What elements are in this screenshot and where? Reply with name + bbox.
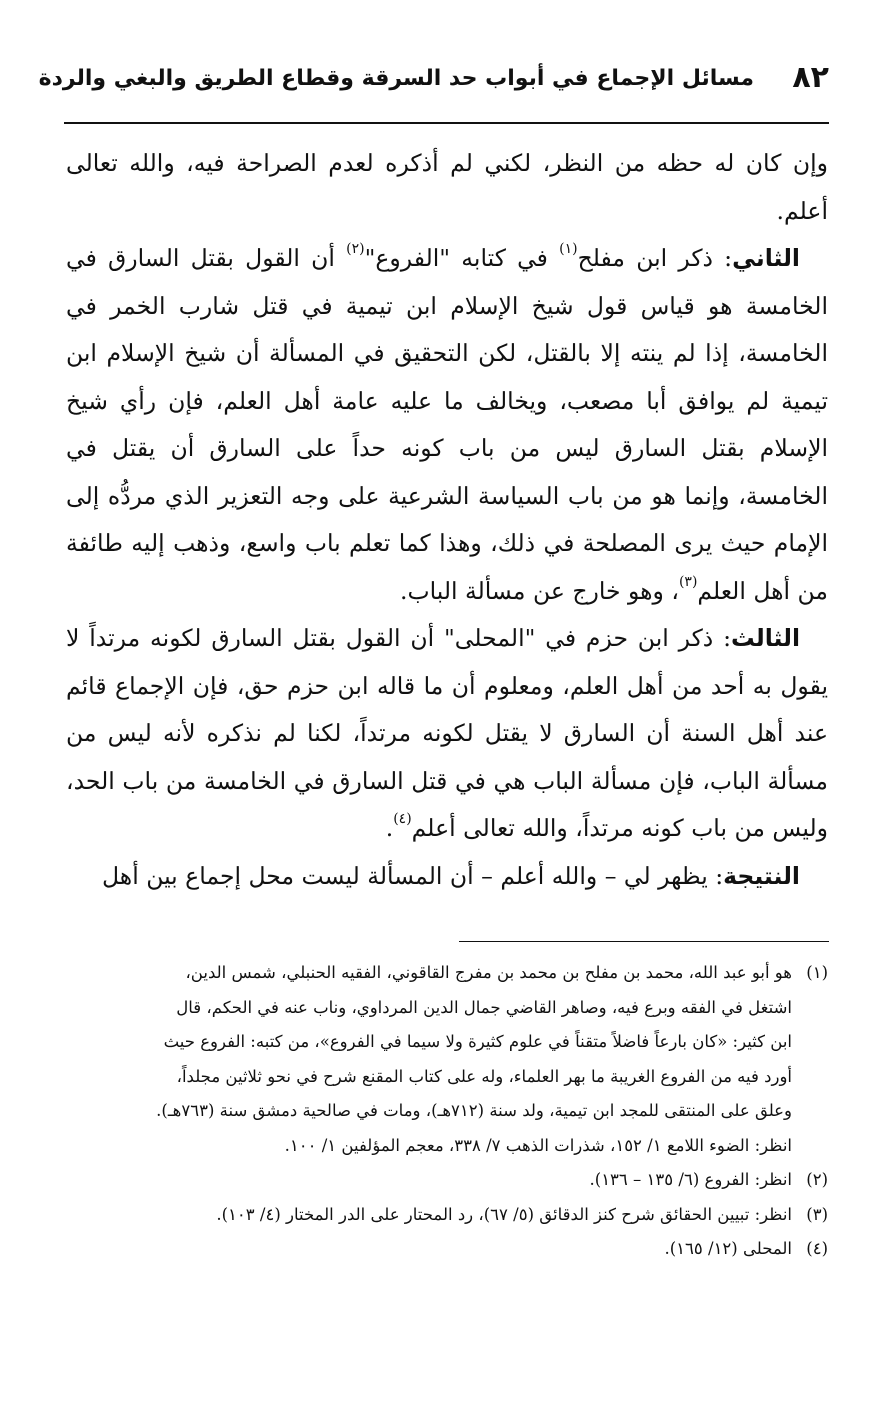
paragraph-second <box>66 235 828 615</box>
footnote-1 <box>70 956 828 1163</box>
footnote-body <box>70 956 792 1163</box>
paragraph-third-text-2: . <box>385 814 394 842</box>
page-number: ٨٢ <box>792 60 829 95</box>
footnote-ref-3: (٣) <box>678 573 698 590</box>
paragraph-third-text-1: : ذكر ابن حزم في "المحلى" أن القول بقتل السارق لكونه مرتداً لا يقول به أحد من أهل العلم، ومعلوم أن ما قاله ابن حزم حق، فإن الإجماع قائم عند أهل السنة أن السارق لا يقتل لكونه مرتداً، لكنا لم نذكره لأنه ليس من مسألة الباب، فإن مسألة الباب هي في قتل السارق في الخامسة من باب الحد، وليس من باب كونه مرتداً، والله تعالى أعلم <box>66 624 828 842</box>
paragraph-second-text-2: في كتابه "الفروع" <box>364 244 560 272</box>
paragraph-third <box>66 615 828 853</box>
footnote-3 <box>70 1198 828 1233</box>
footnote-body <box>70 1232 792 1267</box>
footnote-line: أورد فيه من الفروع الغريبة ما بهر العلماء، وله على كتاب المقنع شرح في نحو ثلاثين مجلداً، <box>176 1066 792 1086</box>
main-text <box>66 140 828 900</box>
footnote-ref-4: (٤) <box>393 811 412 828</box>
footnote-line: هو أبو عبد الله، محمد بن مفلح بن محمد بن مفرج القاقوني، الفقيه الحنبلي، شمس الدين، <box>185 963 792 982</box>
footnote-line: انظر: الفروع (٦/ ١٣٥ – ١٣٦). <box>589 1170 792 1189</box>
footnote-ref-1: (١) <box>559 241 578 258</box>
paragraph-result-text: : يظهر لي – والله أعلم – أن المسألة ليست محل إجماع بين أهل <box>102 861 724 890</box>
running-head: مسائل الإجماع في أبواب حد السرقة وقطاع الطريق والبغي والردة <box>38 66 754 91</box>
footnote-number: (٣) <box>806 1204 828 1224</box>
footnote-number: (٢) <box>806 1170 828 1189</box>
header-rule <box>64 122 829 124</box>
footnote-line: انظر: تبيين الحقائق شرح كنز الدقائق (٥/ ٦٧)، رد المحتار على الدر المختار (٤/ ١٠٣). <box>216 1204 792 1224</box>
paragraph-second-text-3: أن القول بقتل السارق في الخامسة هو قياس قول شيخ الإسلام ابن تيمية في قتل شارب الخمر في الخامسة، إذا لم ينته إلا بالقتل، لكن التحقيق في المسألة أن شيخ الإسلام ابن تيمية لم يوافق أبا مصعب، ويخالف ما عليه عامة أهل العلم، فإن رأي شيخ الإسلام بقتل السارق ليس من باب كونه حداً على السارق أن يقتل في الخامسة، وإنما هو من باب السياسة الشرعية على وجه التعزير الذي مردُّه إلى الإمام حيث يرى المصلحة في ذلك، وهذا كما تعلم باب واسع، وذهب إليه طائفة من أهل العلم <box>66 244 828 605</box>
footnote-line: اشتغل في الفقه وبرع فيه، وصاهر القاضي جمال الدين المرداوي، وناب عنه في الحكم، قال <box>176 997 792 1017</box>
footnote-separator <box>459 941 829 942</box>
footnote-line: ابن كثير: «كان بارعاً فاضلاً متقناً في علوم كثيرة ولا سيما في الفروع»، من كتبه: الفروع حيث <box>163 1032 792 1051</box>
footnote-line: وعلق على المنتقى للمجد ابن تيمية، ولد سنة (٧١٢هـ)، ومات في صالحية دمشق سنة (٧٦٣هـ). <box>156 1101 792 1120</box>
footnote-body <box>70 1163 792 1198</box>
paragraph-intro: وإن كان له حظه من النظر، لكني لم أذكره لعدم الصراحة فيه، والله تعالى أعلم. <box>66 149 828 225</box>
footnote-number: (١) <box>806 963 828 982</box>
paragraph-second-text-4: ، وهو خارج عن مسألة الباب. <box>400 576 679 605</box>
footnote-line: انظر: الضوء اللامع ١/ ١٥٢، شذرات الذهب ٧/ ٣٣٨، معجم المؤلفين ١/ ١٠٠. <box>284 1135 792 1155</box>
footnotes <box>70 956 828 1267</box>
label-third: الثالث <box>731 624 800 652</box>
paragraph-result <box>66 853 828 901</box>
footnote-4 <box>70 1232 828 1267</box>
paragraph-second-text-1: : ذكر ابن مفلح <box>577 244 733 272</box>
footnote-line: المحلى (١٢/ ١٦٥). <box>664 1239 792 1258</box>
footnote-ref-2: (٢) <box>346 241 365 258</box>
footnote-body <box>70 1198 792 1233</box>
label-second: الثاني <box>732 244 800 272</box>
footnote-2 <box>70 1163 828 1198</box>
label-result: النتيجة <box>723 861 800 890</box>
page-header <box>38 58 829 114</box>
footnote-number: (٤) <box>806 1239 828 1258</box>
